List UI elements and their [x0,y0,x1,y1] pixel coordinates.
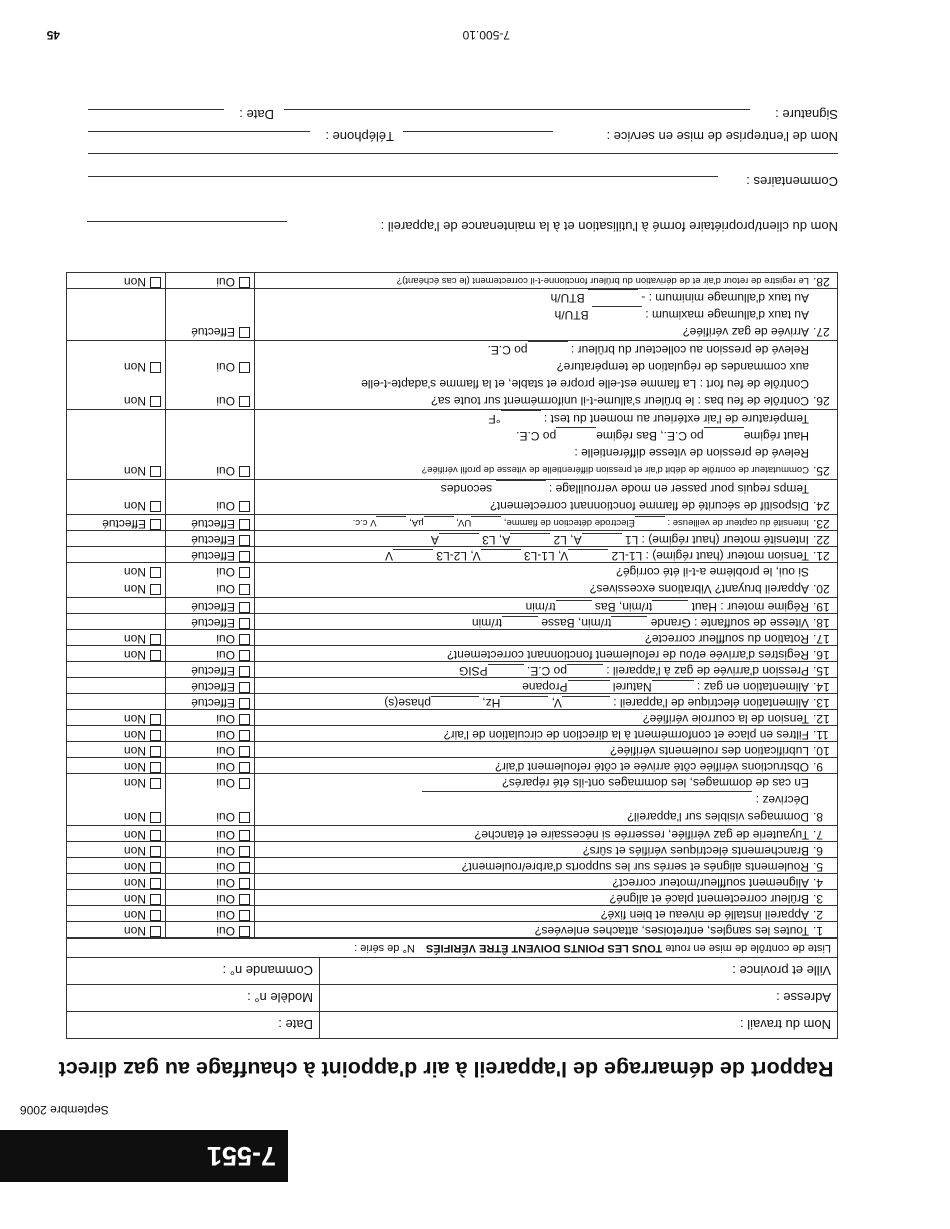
company-label: Nom de l'entreprise de mise en service : [606,129,838,144]
checklist-row-7: 7.Tuyauterie de gaz vérifiée, resserrée si nécessaire et étanche? Oui Non [67,826,838,842]
item-18-effectue-checkbox[interactable] [239,618,250,629]
item-8-non-checkbox[interactable] [150,812,161,823]
item-18-mid-text: tr/min, Basse [541,616,612,630]
non-label: Non [123,582,146,596]
checklist-row-12: 12.Tension de la courroie vérifiée? Oui Non [67,710,838,726]
effectue-label: Effectué [191,517,235,531]
checklist-row-18: 18.Vitesse de souffante : Grande tr/min, Basse tr/min Effectué [67,614,838,630]
model-field[interactable]: Modèle n° : [67,985,320,1012]
item-27-max-field[interactable] [592,306,642,318]
item-21-l1l2-field[interactable] [568,549,608,561]
item-21-c: V, L2-L3 [436,549,481,563]
oui-label: Oui [216,760,235,774]
item-26-high-non-checkbox[interactable] [150,362,161,373]
seconds-unit: secondes [440,482,493,496]
non-label: Non [123,876,146,890]
item-16-text: Registres d'arrivée et/ou de refoulement fonctionnant correctement? [447,648,809,662]
company-field[interactable] [403,131,553,132]
item-19-effectue-checkbox[interactable] [239,602,250,613]
item-22-b: A, L2 [553,533,582,547]
effectue-label: Effectué [191,549,235,563]
item-24-text: Dispositif de sécurité de flamme fonctionnant correctement? [490,499,809,513]
checklist-row-28: 28.Le registre de retour d'air et de dérivation du brûleur fonctionne-t-il correctement (le cas échéant)? Oui Non [67,273,838,289]
oui-label: Oui [216,648,235,662]
btuh-unit: BTU/h [554,308,589,322]
non-label: Non [123,394,146,408]
page-title: Rapport de démarrage de l'appareil à air d'appoint à chauffage au gaz direct [58,1057,834,1081]
item-11-oui-checkbox[interactable] [239,730,250,741]
item-18-low-field[interactable] [502,616,538,628]
non-label: Non [123,565,146,579]
item-22-l3-field[interactable] [439,533,479,545]
item-13-phase-field[interactable] [431,696,479,708]
oui-label: Oui [216,464,235,478]
oui-label: Oui [216,582,235,596]
item-6-text: Branchements électriques vérifiés et sûrs? [582,844,809,858]
item-26-oui-checkbox[interactable] [239,396,250,407]
item-27-text: Arrivée de gaz vérifiée? [682,325,809,339]
item-24-non-checkbox[interactable] [150,501,161,512]
item-11-non-checkbox[interactable] [150,730,161,741]
checklist-label: Liste de contrôle de mise en route [665,942,831,954]
fahrenheit-unit: °F [488,412,501,426]
non-label: Non [123,360,146,374]
item-12-non-checkbox[interactable] [150,714,161,725]
item-9-text: Obstructions vérifiée côté arrivée et côté refoulement d'air? [495,760,809,774]
item-25-low-field[interactable] [556,427,596,439]
effectue-label: Effectué [191,696,235,710]
address-field[interactable]: Adresse : [320,985,838,1012]
checklist-label-bold: TOUS LES POINTS DOIVENT ÊTRE VÉRIFIÉS [425,942,663,954]
job-name-field[interactable]: Nom du travail : [320,1012,838,1039]
item-8-text: Dommages visibles sur l'appareil? [627,810,809,824]
item-27-min-field[interactable] [588,289,638,301]
item-20-text: Appareil bruyant? Vibrations excessives? [589,582,809,596]
item-14-effectue-checkbox[interactable] [239,682,250,693]
item-1-text: Toutes les sangles, entretoises, attaches enlevées? [534,924,809,938]
item-23-effectue-2-checkbox[interactable] [150,519,161,530]
item-24-time-text: Temps requis pour passer en mode verrouillage : [548,482,809,496]
item-8-repair-oui-checkbox[interactable] [239,778,250,789]
order-field[interactable]: Commande n° : [67,958,320,985]
item-20-fix-oui-checkbox[interactable] [239,567,250,578]
comments-field-line-2[interactable] [88,153,838,154]
checklist-row-8: 8.Dommages visibles sur l'appareil? Décrivez : En cas de dommages, les dommages ont-ils été réparés? Oui Oui Non Non [67,774,838,826]
item-28-text: Le registre de retour d'air et de dérivation du brûleur fonctionne-t-il correctement (le cas échéant)? [396,275,809,286]
checklist-row-9: 9.Obstructions vérifiée côté arrivée et côté refoulement d'air? Oui Non [67,758,838,774]
item-8-describe-label: Décrivez : [755,793,809,807]
item-21-l1l3-field[interactable] [481,549,521,561]
phone-field[interactable] [88,131,310,132]
item-17-oui-checkbox[interactable] [239,634,250,645]
non-label: Non [123,810,146,824]
item-16-oui-checkbox[interactable] [239,650,250,661]
item-1-non-checkbox[interactable] [150,926,161,937]
item-22-text: Intensité moteur (haut régime) : L1 [624,533,809,547]
checklist-row-16: 16.Registres d'arrivée et/ou de refoulement fonctionnant correctement? Oui Non [67,646,838,662]
checklist-row-3: 3.Brûleur correctement placé et aligné? Oui Non [67,890,838,906]
item-25-high-text: Haut régime [743,429,809,443]
non-label: Non [123,892,146,906]
item-25-temp-field[interactable] [501,410,541,422]
item-3-text: Brûleur correctement placé et aligné? [609,892,809,906]
item-26-press-field[interactable] [528,341,568,353]
propane-label: Propane [522,680,568,694]
non-label: Non [123,632,146,646]
oui-label: Oui [216,844,235,858]
non-label: Non [123,844,146,858]
non-label: Non [123,648,146,662]
page-reference: 7-500.10 [462,28,510,42]
item-27-min-text: Au taux d'allumage minimum : - [641,291,809,305]
item-6-oui-checkbox[interactable] [239,846,250,857]
psig-unit: PSIG [458,664,488,678]
item-4-oui-checkbox[interactable] [239,878,250,889]
item-13-text: Alimentation électrique de l'appareil : [613,696,809,710]
item-27-max-text: Au taux d'allumage maximum : [645,308,809,322]
item-23-e: V c.c. [352,517,377,528]
effectue-label: Effectué [191,533,235,547]
non-label: Non [123,464,146,478]
item-21-d: V [384,549,393,563]
checklist-row-22: 22.Intensité moteur (haut régime) : L1 A, L2 A, L3 A Effectué [67,531,838,547]
effectue-label: Effectué [191,680,235,694]
item-26-text: Contrôle de feu bas : le brûleur s'allume-t-il uniformément sur toute sa? [431,394,809,408]
item-7-non-checkbox[interactable] [150,830,161,841]
item-19-low-field[interactable] [556,600,592,612]
item-8-oui-checkbox[interactable] [239,812,250,823]
oui-label: Oui [216,499,235,513]
item-28-oui-checkbox[interactable] [239,277,250,288]
non-label: Non [123,275,146,289]
oui-label: Oui [216,728,235,742]
oui-label: Oui [216,776,235,790]
checklist-row-5: 5.Roulements alignés et serrés sur les supports d'arbre/roulement? Oui Non [67,858,838,874]
item-23-uv-field[interactable] [471,516,501,528]
non-label: Non [123,744,146,758]
signature-date-label: Date : [239,107,274,122]
document-number: 7-551 [206,1141,276,1171]
item-15-text: Pression d'arrivée de gaz à l'appareil : [606,664,809,678]
item-22-l2-field[interactable] [510,533,550,545]
natural-label: Naturel [612,680,652,694]
item-20-oui-checkbox[interactable] [239,584,250,595]
checklist-row-20: 20.Appareil bruyant? Vibrations excessives? Si oui, le problème a-t-il été corrigé? Oui Oui Non Non [67,563,838,598]
item-23-d: µA, [409,517,424,528]
item-13-effectue-checkbox[interactable] [239,698,250,709]
item-8-repair-text: En cas de dommages, les dommages ont-ils été réparés? [502,776,809,790]
item-27-effectue-checkbox[interactable] [239,327,250,338]
item-21-b: V, L1-L3 [523,549,569,563]
checklist-table [66,272,838,938]
non-label: Non [123,924,146,938]
checklist-row-24: 24.Dispositif de sécurité de flamme fonctionnant correctement? Temps requis pour passer en mode verrouillage : secondes Oui Non [67,480,838,515]
comments-field-line-1[interactable] [88,176,718,177]
effectue-label: Effectué [191,664,235,678]
item-13-volt-field[interactable] [562,696,610,708]
checklist-row-25: 25.Commutateur de contrôle de débit d'air et pression différentielle de vitesse de profil vérifiée? Relevé de pression de vitesse différentielle : Haut régimepo C.E., Bas régimepo C.E. Température de l'air extérieur au moment du test : °F Oui Non [67,410,838,480]
btuh-unit: BTU/h [550,291,585,305]
item-24-oui-checkbox[interactable] [239,501,250,512]
item-9-oui-checkbox[interactable] [239,762,250,773]
checklist-row-4: 4.Alignement souffleur/moteur correct? Oui Non [67,874,838,890]
item-25-reading-text: Relevé de pression de vitesse différentielle : [574,446,809,460]
item-22-l1-field[interactable] [582,533,622,545]
oui-label: Oui [216,394,235,408]
wc-unit: po C.E. [487,343,528,357]
oui-label: Oui [216,892,235,906]
item-3-non-checkbox[interactable] [150,894,161,905]
item-16-non-checkbox[interactable] [150,650,161,661]
item-26-high2-text: aux commandes de régulation de température? [556,360,809,374]
oui-label: Oui [216,565,235,579]
item-8-describe-field[interactable] [422,791,752,803]
non-label: Non [123,712,146,726]
oui-label: Oui [216,632,235,646]
document-number-banner [0,1130,288,1182]
non-label: Non [123,908,146,922]
item-15-effectue-checkbox[interactable] [239,666,250,677]
volt-unit: V, [551,696,562,710]
item-22-c: A, L3 [482,533,511,547]
item-9-non-checkbox[interactable] [150,762,161,773]
rpm-unit: tr/min [471,616,502,630]
checklist-row-19: 19.Régime moteur : Haut tr/min, Bas tr/min Effectué [67,598,838,614]
oui-label: Oui [216,876,235,890]
item-25-non-checkbox[interactable] [150,466,161,477]
item-20-fix-text: Si oui, le problème a-t-il été corrigé? [616,565,809,579]
item-20-fix-non-checkbox[interactable] [150,567,161,578]
oui-label: Oui [216,360,235,374]
oui-label: Oui [216,712,235,726]
oui-label: Oui [216,744,235,758]
oui-label: Oui [216,860,235,874]
item-5-oui-checkbox[interactable] [239,862,250,873]
item-2-oui-checkbox[interactable] [239,910,250,921]
wc-unit: po C.E. [526,664,567,678]
item-6-non-checkbox[interactable] [150,846,161,857]
item-2-text: Appareil installé de niveau et bien fixé? [600,908,809,922]
item-24-seconds-field[interactable] [496,480,546,492]
hz-unit: Hz, [482,696,501,710]
item-25-text: Commutateur de contrôle de débit d'air et pression différentielle de vitesse de profil vérifiée? [421,464,809,475]
checklist-row-26: 26.Contrôle de feu bas : le brûleur s'allume-t-il uniformément sur toute sa? Contrôle de feu fort : La flamme est-elle propre et stable, et la flamme s'adapte-t-elle aux commandes de régulation de température? Relevé de pression au collecteur du brûleur : po C.E. Oui Oui Non Non [67,341,838,410]
item-19-mid-text: tr/min, Bas [594,600,653,614]
item-23-c: UV, [456,517,472,528]
item-23-text: Intensité du capteur de veilleuse : [667,517,809,528]
item-5-non-checkbox[interactable] [150,862,161,873]
non-label: Non [123,728,146,742]
item-22-effectue-checkbox[interactable] [239,535,250,546]
oui-label: Oui [216,810,235,824]
item-26-high-oui-checkbox[interactable] [239,362,250,373]
non-label: Non [123,499,146,513]
item-10-oui-checkbox[interactable] [239,746,250,757]
checklist-row-17: 17.Rotation du souffleur correcte? Oui Non [67,630,838,646]
item-26-non-checkbox[interactable] [150,396,161,407]
date-field[interactable]: Date : [67,1012,320,1039]
item-2-non-checkbox[interactable] [150,910,161,921]
item-12-oui-checkbox[interactable] [239,714,250,725]
item-28-non-checkbox[interactable] [150,277,161,288]
phase-unit: phase(s) [384,696,431,710]
checklist-row-23: 23.Intensité du capteur de veilleuse : Électrode détection de flamme, UV, µA, V c.c. Effectué Effectué [67,515,838,531]
item-14-text: Alimentation en gaz : [696,680,809,694]
item-12-text: Tension de la courroie vérifiée? [642,712,809,726]
item-7-oui-checkbox[interactable] [239,830,250,841]
item-21-effectue-checkbox[interactable] [239,551,250,562]
city-field[interactable]: Ville et province : [320,958,838,985]
rpm-unit: tr/min [525,600,556,614]
publication-date: Septembre 2006 [20,1103,109,1117]
checklist-row-2: 2.Appareil installé de niveau et bien fixé? Oui Non [67,906,838,922]
checklist-row-11: 11.Filtres en place et conformément à la direction de circulation de l'air? Oui Non [67,726,838,742]
item-15-psig-field[interactable] [488,664,524,676]
item-22-d: A [430,533,439,547]
item-10-text: Lubrification des roulements vérifiée? [610,744,809,758]
item-18-text: Vitesse de souffante : Grande [650,616,809,630]
page-number: 45 [46,28,60,42]
item-21-l2l3-field[interactable] [393,549,433,561]
item-23-electrode-field[interactable] [635,516,665,528]
item-15-wc-field[interactable] [567,664,603,676]
item-4-non-checkbox[interactable] [150,878,161,889]
comments-label: Commentaires : [746,174,838,189]
checklist-row-6: 6.Branchements électriques vérifiés et sûrs? Oui Non [67,842,838,858]
item-14-propane-field[interactable] [568,680,610,692]
item-17-text: Rotation du souffleur correcte? [645,632,809,646]
checklist-row-1: 1.Toutes les sangles, entretoises, attaches enlevées? Oui Non [67,922,838,938]
item-25-oui-checkbox[interactable] [239,466,250,477]
non-label: Non [123,828,146,842]
item-13-hz-field[interactable] [500,696,548,708]
item-3-oui-checkbox[interactable] [239,894,250,905]
item-23-b: Électrode détection de flamme, [503,517,635,528]
checklist-row-14: 14.Alimentation en gaz : Naturel Propane Effectué [67,678,838,694]
item-1-oui-checkbox[interactable] [239,926,250,937]
header-fields-table [66,938,838,1039]
effectue-label: Effectué [191,616,235,630]
item-20-non-checkbox[interactable] [150,584,161,595]
trained-customer-field[interactable] [87,221,287,222]
item-19-high-field[interactable] [652,600,688,612]
item-11-text: Filtres en place et conformément à la direction de circulation de l'air? [443,728,809,742]
non-label: Non [123,776,146,790]
serial-field[interactable]: N° de série : [354,942,415,954]
oui-label: Oui [216,924,235,938]
item-25-high-field[interactable] [704,427,744,439]
item-8-repair-non-checkbox[interactable] [150,778,161,789]
oui-label: Oui [216,275,235,289]
item-25-temp-text: Température de l'air extérieur au moment du test : [543,412,809,426]
item-23-vdc-field[interactable] [377,516,407,528]
oui-label: Oui [216,828,235,842]
item-23-ua-field[interactable] [424,516,454,528]
item-18-high-field[interactable] [611,616,647,628]
signature-field[interactable] [284,109,750,110]
item-25-low-unit: po C.E. [516,429,557,443]
item-10-non-checkbox[interactable] [150,746,161,757]
checklist-row-27: 27.Arrivée de gaz vérifiée? Au taux d'allumage maximum : BTU/h Au taux d'allumage minimum : - BTU/h Effectué [67,289,838,341]
item-5-text: Roulements alignés et serrés sur les supports d'arbre/roulement? [461,860,809,874]
effectue-label: Effectué [102,517,146,531]
item-19-text: Régime moteur : Haut [691,600,809,614]
item-25-high-unit: po C.E., Bas régime [596,429,704,443]
item-26-high-text: Contrôle de feu fort : La flamme est-elle propre et stable, et la flamme s'adapte-t-elle [361,377,809,391]
checklist-row-15: 15.Pression d'arrivée de gaz à l'appareil : po C.E. PSIG Effectué [67,662,838,678]
checklist-row-10: 10.Lubrification des roulements vérifiée? Oui Non [67,742,838,758]
checklist-row-13: 13.Alimentation électrique de l'appareil : V, Hz, phase(s) Effectué [67,694,838,710]
item-4-text: Alignement souffleur/moteur correct? [612,876,809,890]
item-17-non-checkbox[interactable] [150,634,161,645]
item-14-natural-field[interactable] [652,680,694,692]
item-21-text: Tension moteur (haut régime) : L1-L2 [611,549,809,563]
item-23-effectue-checkbox[interactable] [239,519,250,530]
oui-label: Oui [216,908,235,922]
non-label: Non [123,860,146,874]
item-26-press-text: Relevé de pression au collecteur du brûleur : [570,343,809,357]
signature-label: Signature : [775,107,838,122]
checklist-header [67,939,838,958]
checklist-row-21: 21.Tension moteur (haut régime) : L1-L2 V, L1-L3 V, L2-L3 V Effectué [67,547,838,563]
non-label: Non [123,760,146,774]
effectue-label: Effectué [191,600,235,614]
item-7-text: Tuyauterie de gaz vérifiée, resserrée si nécessaire et étanche? [474,828,809,842]
signature-date-field[interactable] [88,109,224,110]
trained-customer-label: Nom du client/propriétaire formé à l'utilisation et à la maintenance de l'appareil : [380,219,838,234]
phone-label: Téléphone : [325,129,394,144]
effectue-label: Effectué [191,325,235,339]
